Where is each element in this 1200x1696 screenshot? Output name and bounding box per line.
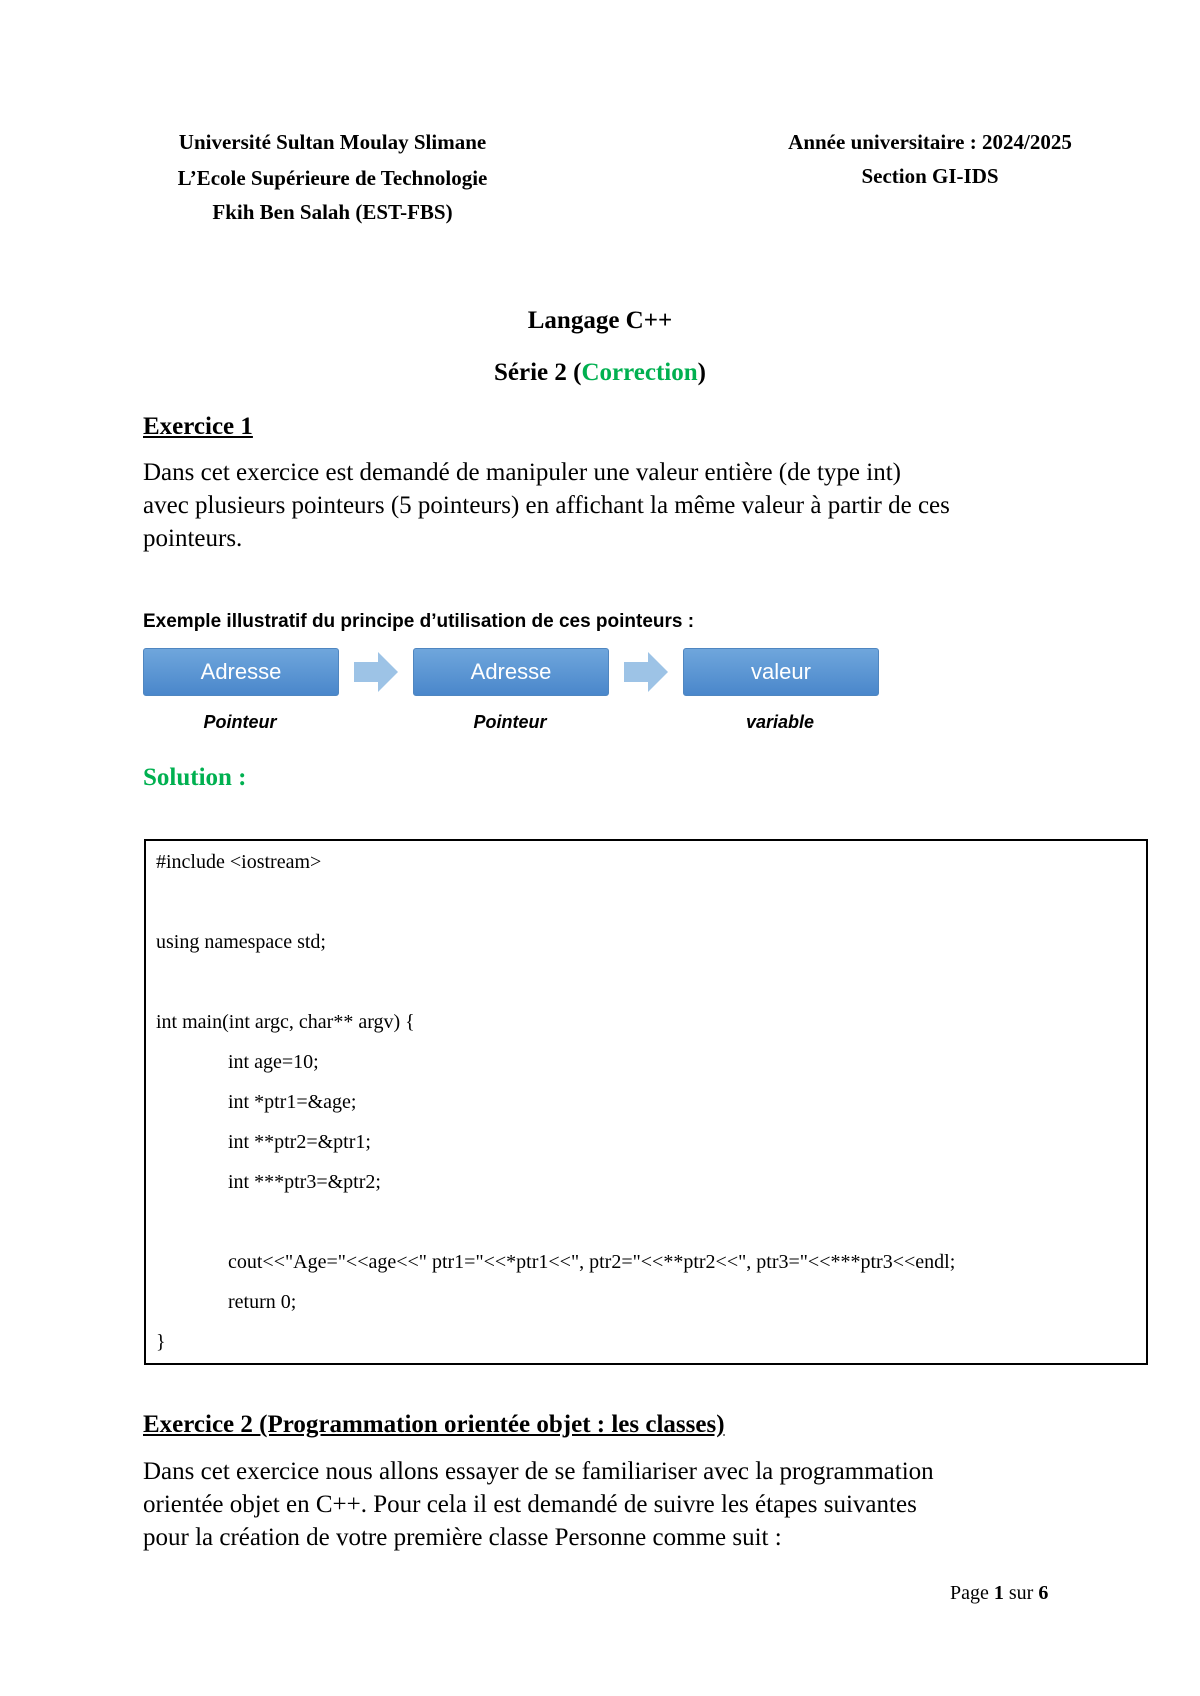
current-page: 1 — [993, 1582, 1004, 1604]
school-location: Fkih Ben Salah (EST-FBS) — [212, 200, 453, 224]
code-line: int age=10; — [228, 1051, 319, 1073]
exercice1-description — [143, 456, 950, 555]
code-line: int **ptr2=&ptr1; — [228, 1131, 371, 1153]
code-line: using namespace std; — [156, 931, 326, 953]
code-line: int ***ptr3=&ptr2; — [228, 1171, 381, 1193]
diagram-caption-3: variable — [745, 712, 815, 732]
section-label: Section GI-IDS — [861, 164, 999, 188]
diagram-box-3: valeur — [683, 648, 879, 696]
example-title: Exemple illustratif du principe d’utilisation de ces pointeurs : — [143, 611, 695, 632]
serie-suffix: ) — [697, 359, 706, 386]
course-title: Langage C++ — [527, 307, 673, 334]
exercice2-line-1: Dans cet exercice nous allons essayer de se familiariser avec la programmation — [143, 1458, 934, 1485]
serie-prefix: Série 2 ( — [494, 359, 582, 386]
exercice2-description — [143, 1455, 934, 1554]
code-line: #include <iostream> — [156, 851, 322, 873]
diagram-box-2: Adresse — [413, 648, 609, 696]
exercice2-line-2: orientée objet en C++. Pour cela il est demandé de suivre les étapes suivantes — [143, 1491, 917, 1518]
solution-label: Solution : — [143, 764, 247, 791]
code-listing — [144, 839, 1148, 1365]
academic-year: Année universitaire : 2024/2025 — [788, 130, 1072, 154]
diagram-caption-2: Pointeur — [473, 712, 547, 732]
exercice1-line-2: avec plusieurs pointeurs (5 pointeurs) en affichant la même valeur à partir de ces — [143, 492, 950, 519]
university-header — [150, 130, 515, 225]
school-name: L’Ecole Supérieure de Technologie — [177, 166, 488, 190]
correction-label: Correction — [581, 359, 698, 386]
exercice2-heading: Exercice 2 (Programmation orientée objet : les classes) — [143, 1411, 725, 1438]
serie-title — [0, 359, 1200, 387]
code-line: int main(int argc, char** argv) { — [156, 1011, 415, 1033]
exercice1-heading: Exercice 1 — [143, 413, 253, 440]
diagram-box-1: Adresse — [143, 648, 339, 696]
university-name: Université Sultan Moulay Slimane — [178, 130, 487, 154]
code-line: cout<<"Age="<<age<<" ptr1="<<*ptr1<<", ptr2="<<**ptr2<<", ptr3="<<***ptr3<<endl; — [228, 1251, 956, 1273]
exercice1-line-3: pointeurs. — [143, 525, 243, 552]
exercice1-line-1: Dans cet exercice est demandé de manipuler une valeur entière (de type int) — [143, 459, 901, 486]
code-line: int *ptr1=&age; — [228, 1091, 357, 1113]
of-label: sur — [1008, 1582, 1034, 1604]
exercice2-line-3: pour la création de votre première classe Personne comme suit : — [143, 1524, 782, 1551]
total-pages: 6 — [1038, 1582, 1049, 1604]
academic-year-header — [760, 130, 1100, 189]
diagram-caption-1: Pointeur — [203, 712, 277, 732]
code-line: } — [156, 1331, 166, 1353]
code-line: return 0; — [228, 1291, 297, 1313]
arrow-right-icon — [624, 650, 668, 694]
page-label: Page — [950, 1582, 989, 1604]
arrow-right-icon — [354, 650, 398, 694]
page-number — [950, 1582, 1048, 1605]
